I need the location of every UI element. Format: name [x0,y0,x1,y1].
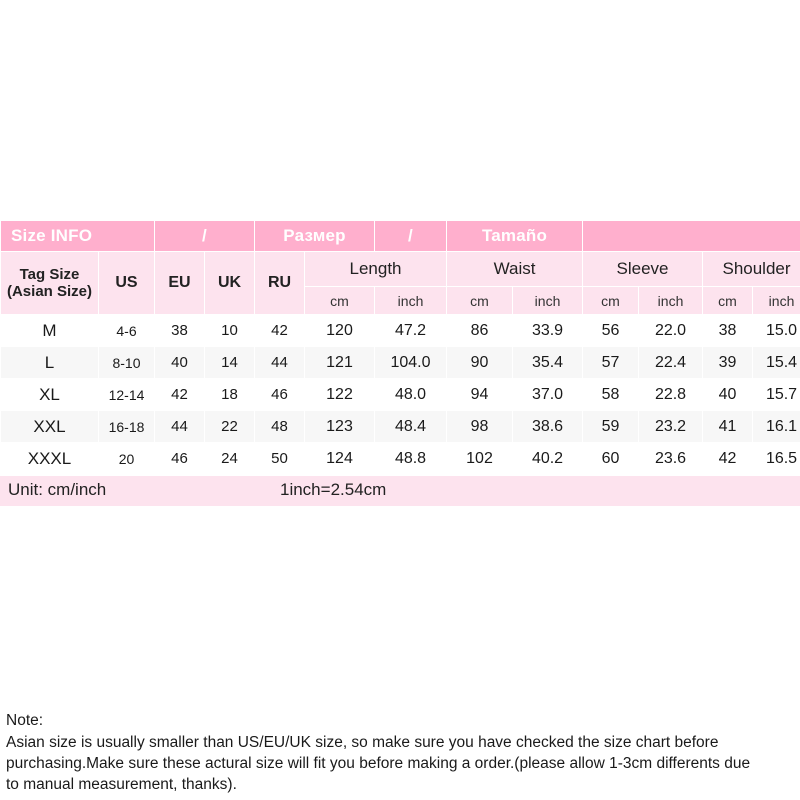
row-sleeve-cm: 58 [583,379,639,411]
row-waist-cm: 90 [447,347,513,379]
row-waist-inch: 38.6 [513,411,583,443]
uk-header: UK [205,252,255,315]
waist-inch-header: inch [513,287,583,315]
length-group-header: Length [305,252,447,287]
row-length-cm: 122 [305,379,375,411]
table-row [1,443,800,475]
row-shoulder-cm: 41 [703,411,753,443]
row-size: M [1,315,99,347]
row-length-inch: 48.8 [375,443,447,475]
row-sleeve-inch: 23.2 [639,411,703,443]
shoulder-inch-header: inch [753,287,800,315]
row-eu: 38 [155,315,205,347]
row-waist-inch: 40.2 [513,443,583,475]
table-row [1,347,800,379]
row-us: 12-14 [99,379,155,411]
sleeve-inch-header: inch [639,287,703,315]
row-eu: 42 [155,379,205,411]
row-length-inch: 47.2 [375,315,447,347]
row-us: 8-10 [99,347,155,379]
length-inch-header: inch [375,287,447,315]
size-info-header-row [1,221,800,252]
row-uk: 24 [205,443,255,475]
sleeve-cm-header: cm [583,287,639,315]
row-size: XL [1,379,99,411]
row-size: L [1,347,99,379]
row-size: XXL [1,411,99,443]
row-waist-cm: 98 [447,411,513,443]
table-row [1,315,800,347]
row-shoulder-cm: 38 [703,315,753,347]
row-eu: 44 [155,411,205,443]
size-info-label: Size INFO [1,221,155,252]
row-shoulder-inch: 15.7 [753,379,800,411]
row-uk: 10 [205,315,255,347]
row-uk: 22 [205,411,255,443]
row-length-cm: 123 [305,411,375,443]
row-sleeve-inch: 22.4 [639,347,703,379]
row-length-inch: 48.4 [375,411,447,443]
row-ru: 48 [255,411,305,443]
sleeve-group-header: Sleeve [583,252,703,287]
waist-group-header: Waist [447,252,583,287]
note-title: Note: [6,712,44,729]
conversion-label: 1inch=2.54cm [280,480,387,499]
row-waist-inch: 37.0 [513,379,583,411]
row-length-cm: 120 [305,315,375,347]
shoulder-group-header: Shoulder [703,252,800,287]
row-waist-inch: 33.9 [513,315,583,347]
row-sleeve-cm: 57 [583,347,639,379]
unit-label: Unit: cm/inch [8,480,107,499]
table-row [1,411,800,443]
table-row [1,379,800,411]
info-header-filler [583,221,800,252]
row-eu: 40 [155,347,205,379]
row-waist-cm: 86 [447,315,513,347]
row-sleeve-cm: 56 [583,315,639,347]
row-us: 20 [99,443,155,475]
row-us: 4-6 [99,315,155,347]
size-chart [0,220,800,793]
us-header: US [99,252,155,315]
row-eu: 46 [155,443,205,475]
column-group-header-row [1,252,800,287]
russian-label: Размер [255,221,375,252]
row-shoulder-inch: 15.0 [753,315,800,347]
tag-size-header [1,252,99,315]
row-length-inch: 104.0 [375,347,447,379]
row-sleeve-inch: 23.6 [639,443,703,475]
row-sleeve-inch: 22.0 [639,315,703,347]
note-block [6,710,786,795]
row-length-cm: 121 [305,347,375,379]
waist-cm-header: cm [447,287,513,315]
row-ru: 44 [255,347,305,379]
row-shoulder-inch: 16.1 [753,411,800,443]
eu-header: EU [155,252,205,315]
row-ru: 50 [255,443,305,475]
row-waist-cm: 102 [447,443,513,475]
row-sleeve-cm: 60 [583,443,639,475]
row-ru: 46 [255,379,305,411]
row-waist-inch: 35.4 [513,347,583,379]
row-us: 16-18 [99,411,155,443]
ru-header: RU [255,252,305,315]
row-shoulder-cm: 39 [703,347,753,379]
row-shoulder-inch: 15.4 [753,347,800,379]
spanish-label: Tamaño [447,221,583,252]
row-length-cm: 124 [305,443,375,475]
row-shoulder-inch: 16.5 [753,443,800,475]
row-uk: 14 [205,347,255,379]
row-size: XXXL [1,443,99,475]
tag-size-line2: (Asian Size) [6,283,93,300]
tag-size-line1: Tag Size [19,266,80,283]
slash-2: / [375,221,447,252]
row-ru: 42 [255,315,305,347]
slash-1: / [155,221,255,252]
shoulder-cm-header: cm [703,287,753,315]
row-uk: 18 [205,379,255,411]
row-shoulder-cm: 42 [703,443,753,475]
note-body: Asian size is usually smaller than US/EU/UK size, so make sure you have checked the size chart before purchasing.Make sure these actural size will fit you before making a order.(please allow 1-3cm differents due to manual measurement, thanks). [6,734,751,793]
row-shoulder-cm: 40 [703,379,753,411]
row-sleeve-cm: 59 [583,411,639,443]
length-cm-header: cm [305,287,375,315]
row-sleeve-inch: 22.8 [639,379,703,411]
size-table [0,220,800,475]
row-waist-cm: 94 [447,379,513,411]
row-length-inch: 48.0 [375,379,447,411]
unit-footer-row [0,475,800,506]
